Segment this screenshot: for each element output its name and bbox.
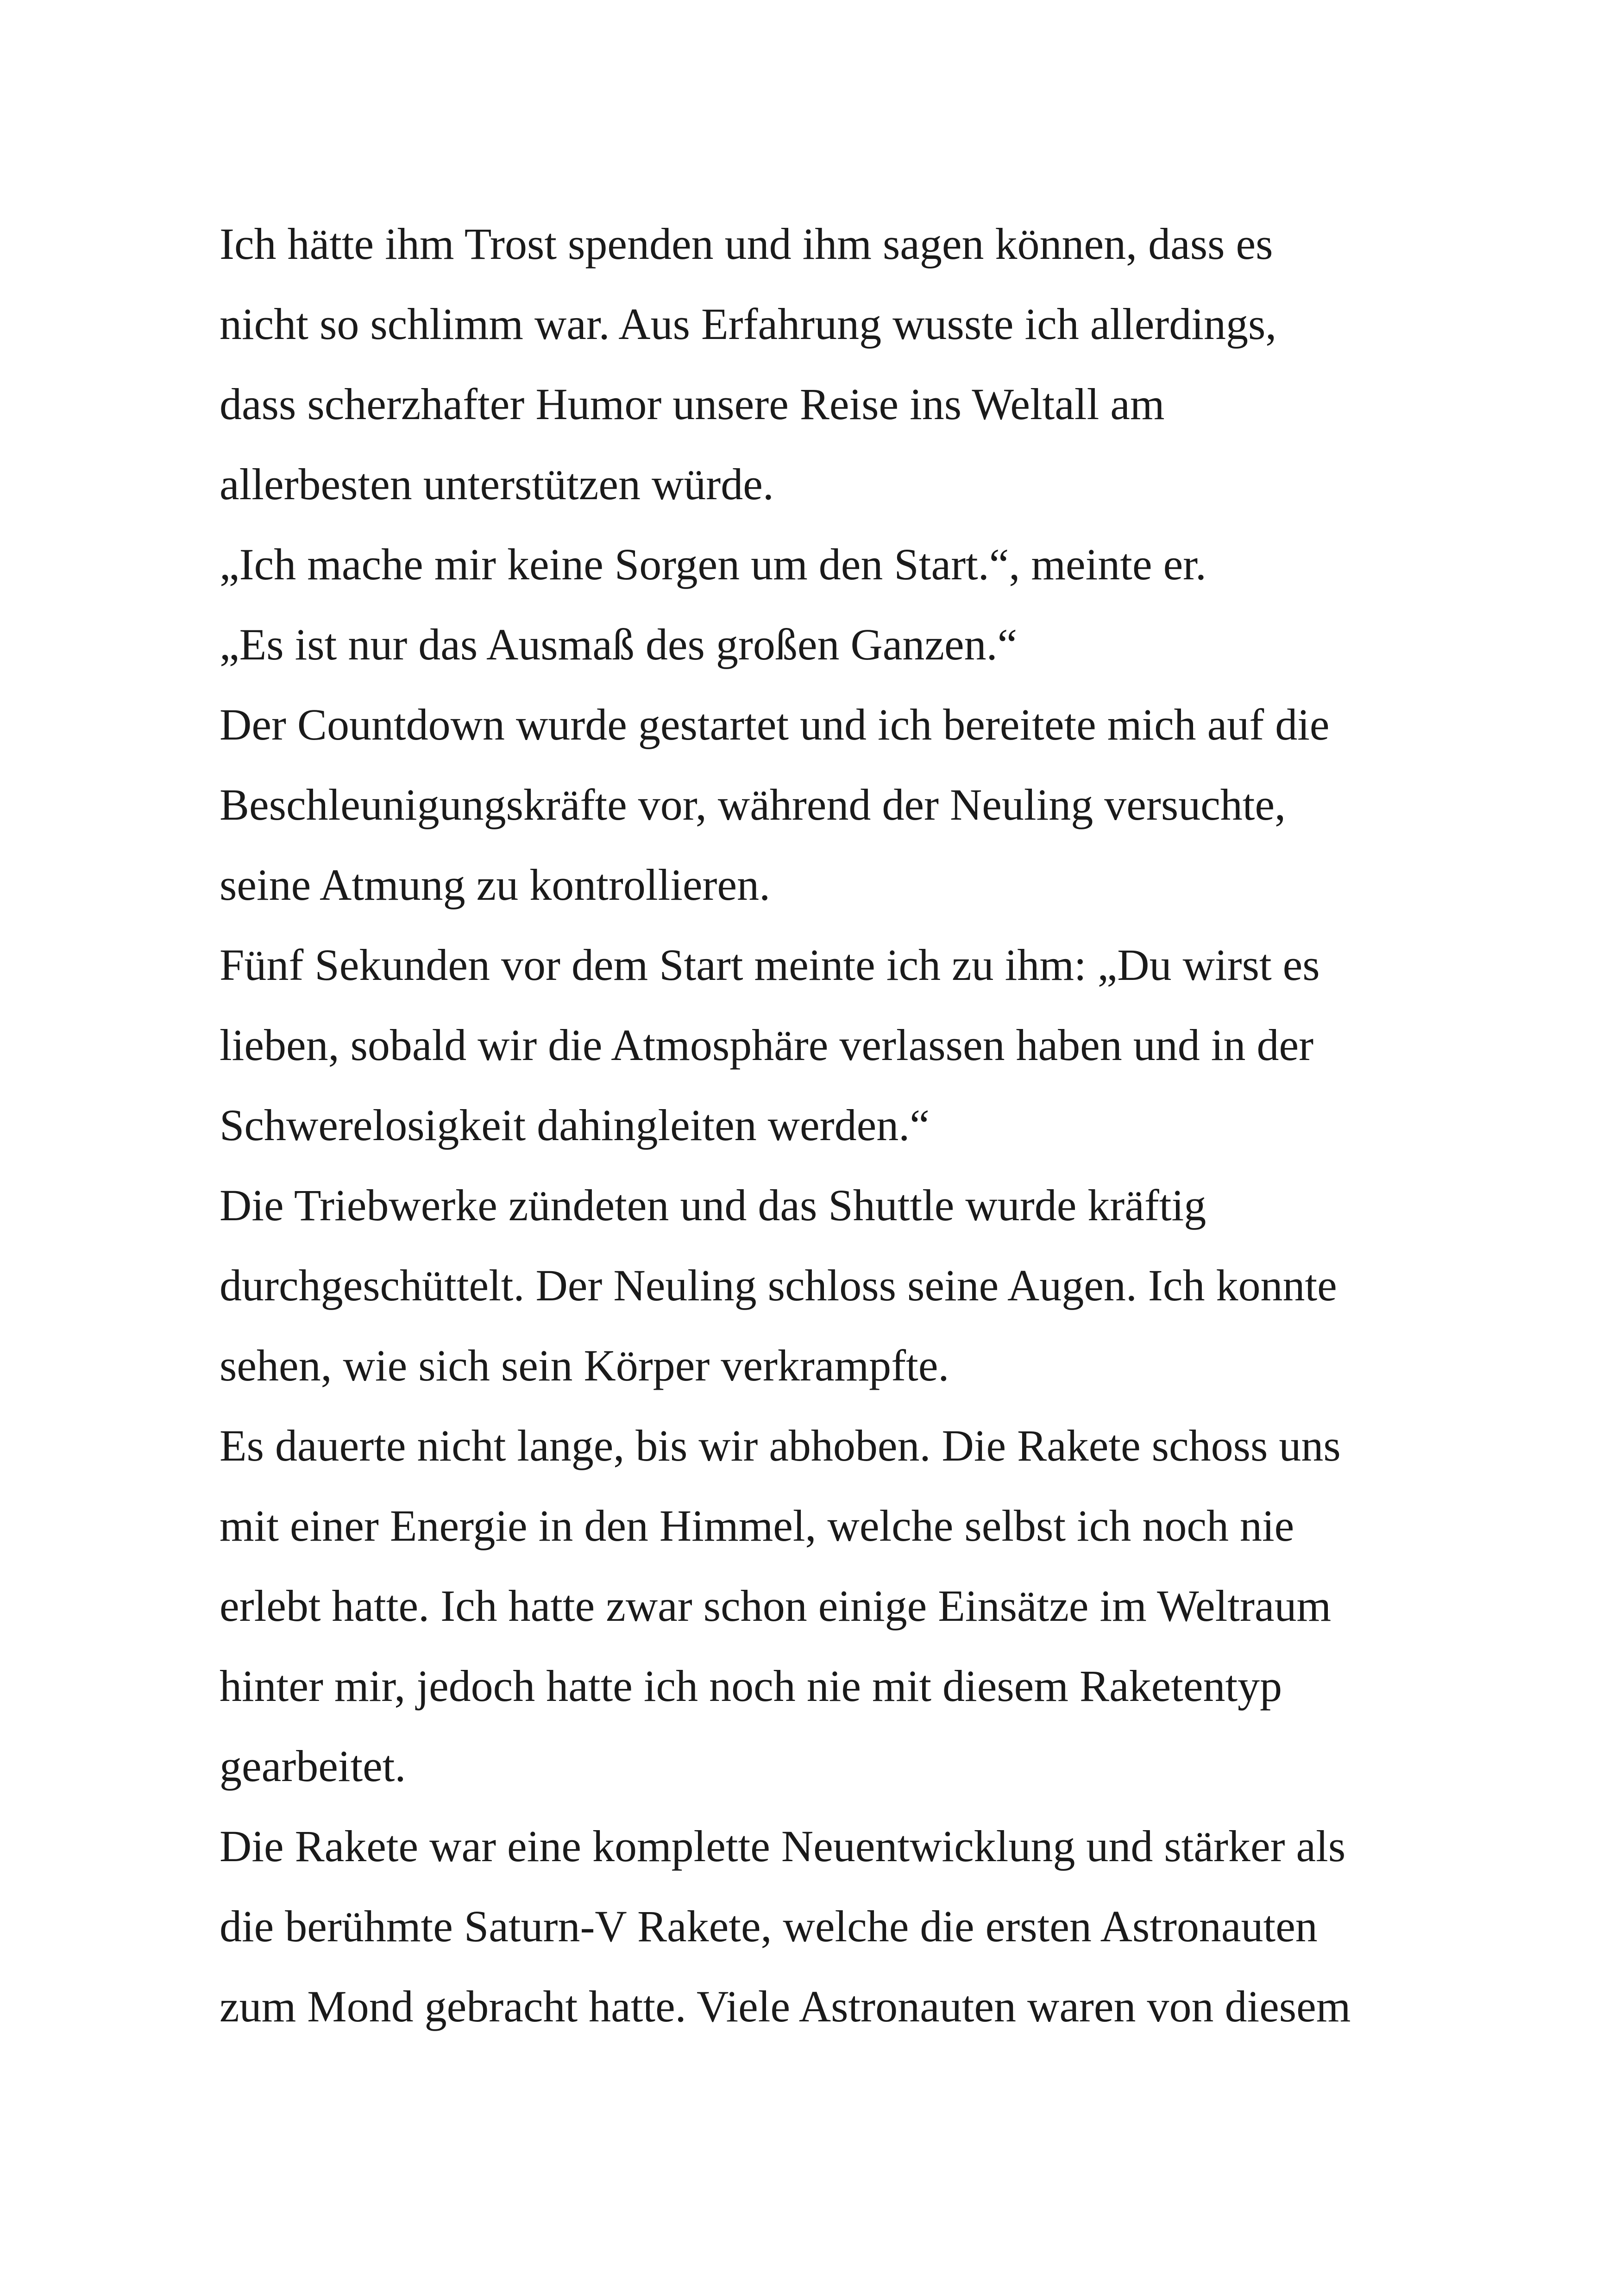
text-line: Die Triebwerke zündeten und das Shuttle wurde kräftig — [220, 1180, 1206, 1230]
text-line: „Ich mache mir keine Sorgen um den Start.“, meinte er. — [220, 539, 1206, 589]
text-line: Es dauerte nicht lange, bis wir abhoben. Die Rakete schoss uns — [220, 1421, 1341, 1470]
text-line: seine Atmung zu kontrollieren. — [220, 860, 771, 910]
text-line: gearbeitet. — [220, 1741, 406, 1791]
text-line: durchgeschüttelt. Der Neuling schloss seine Augen. Ich konnte — [220, 1261, 1337, 1310]
text-line: „Es ist nur das Ausmaß des großen Ganzen.“ — [220, 620, 1018, 669]
text-line: allerbesten unterstützen würde. — [220, 459, 774, 509]
text-line: Fünf Sekunden vor dem Start meinte ich zu ihm: „Du wirst es — [220, 940, 1320, 990]
text-line: Ich hätte ihm Trost spenden und ihm sagen können, dass es — [220, 219, 1273, 269]
text-line: lieben, sobald wir die Atmosphäre verlassen haben und in der — [220, 1020, 1314, 1070]
text-line: mit einer Energie in den Himmel, welche selbst ich noch nie — [220, 1501, 1294, 1550]
text-line: sehen, wie sich sein Körper verkrampfte. — [220, 1341, 949, 1390]
text-line: Die Rakete war eine komplette Neuentwicklung und stärker als — [220, 1821, 1346, 1871]
body-text — [220, 204, 1470, 2046]
text-line: Schwerelosigkeit dahingleiten werden.“ — [220, 1100, 930, 1150]
text-line: erlebt hatte. Ich hatte zwar schon einige Einsätze im Weltraum — [220, 1581, 1332, 1631]
text-line: zum Mond gebracht hatte. Viele Astronauten waren von diesem — [220, 1982, 1351, 2031]
text-line: dass scherzhafter Humor unsere Reise ins Weltall am — [220, 379, 1165, 429]
text-line: Beschleunigungskräfte vor, während der Neuling versuchte, — [220, 780, 1286, 829]
text-line: hinter mir, jedoch hatte ich noch nie mit diesem Raketentyp — [220, 1661, 1282, 1711]
text-line: Der Countdown wurde gestartet und ich bereitete mich auf die — [220, 700, 1330, 749]
text-line: die berühmte Saturn-V Rakete, welche die ersten Astronauten — [220, 1901, 1318, 1951]
text-line: nicht so schlimm war. Aus Erfahrung wusste ich allerdings, — [220, 299, 1277, 349]
